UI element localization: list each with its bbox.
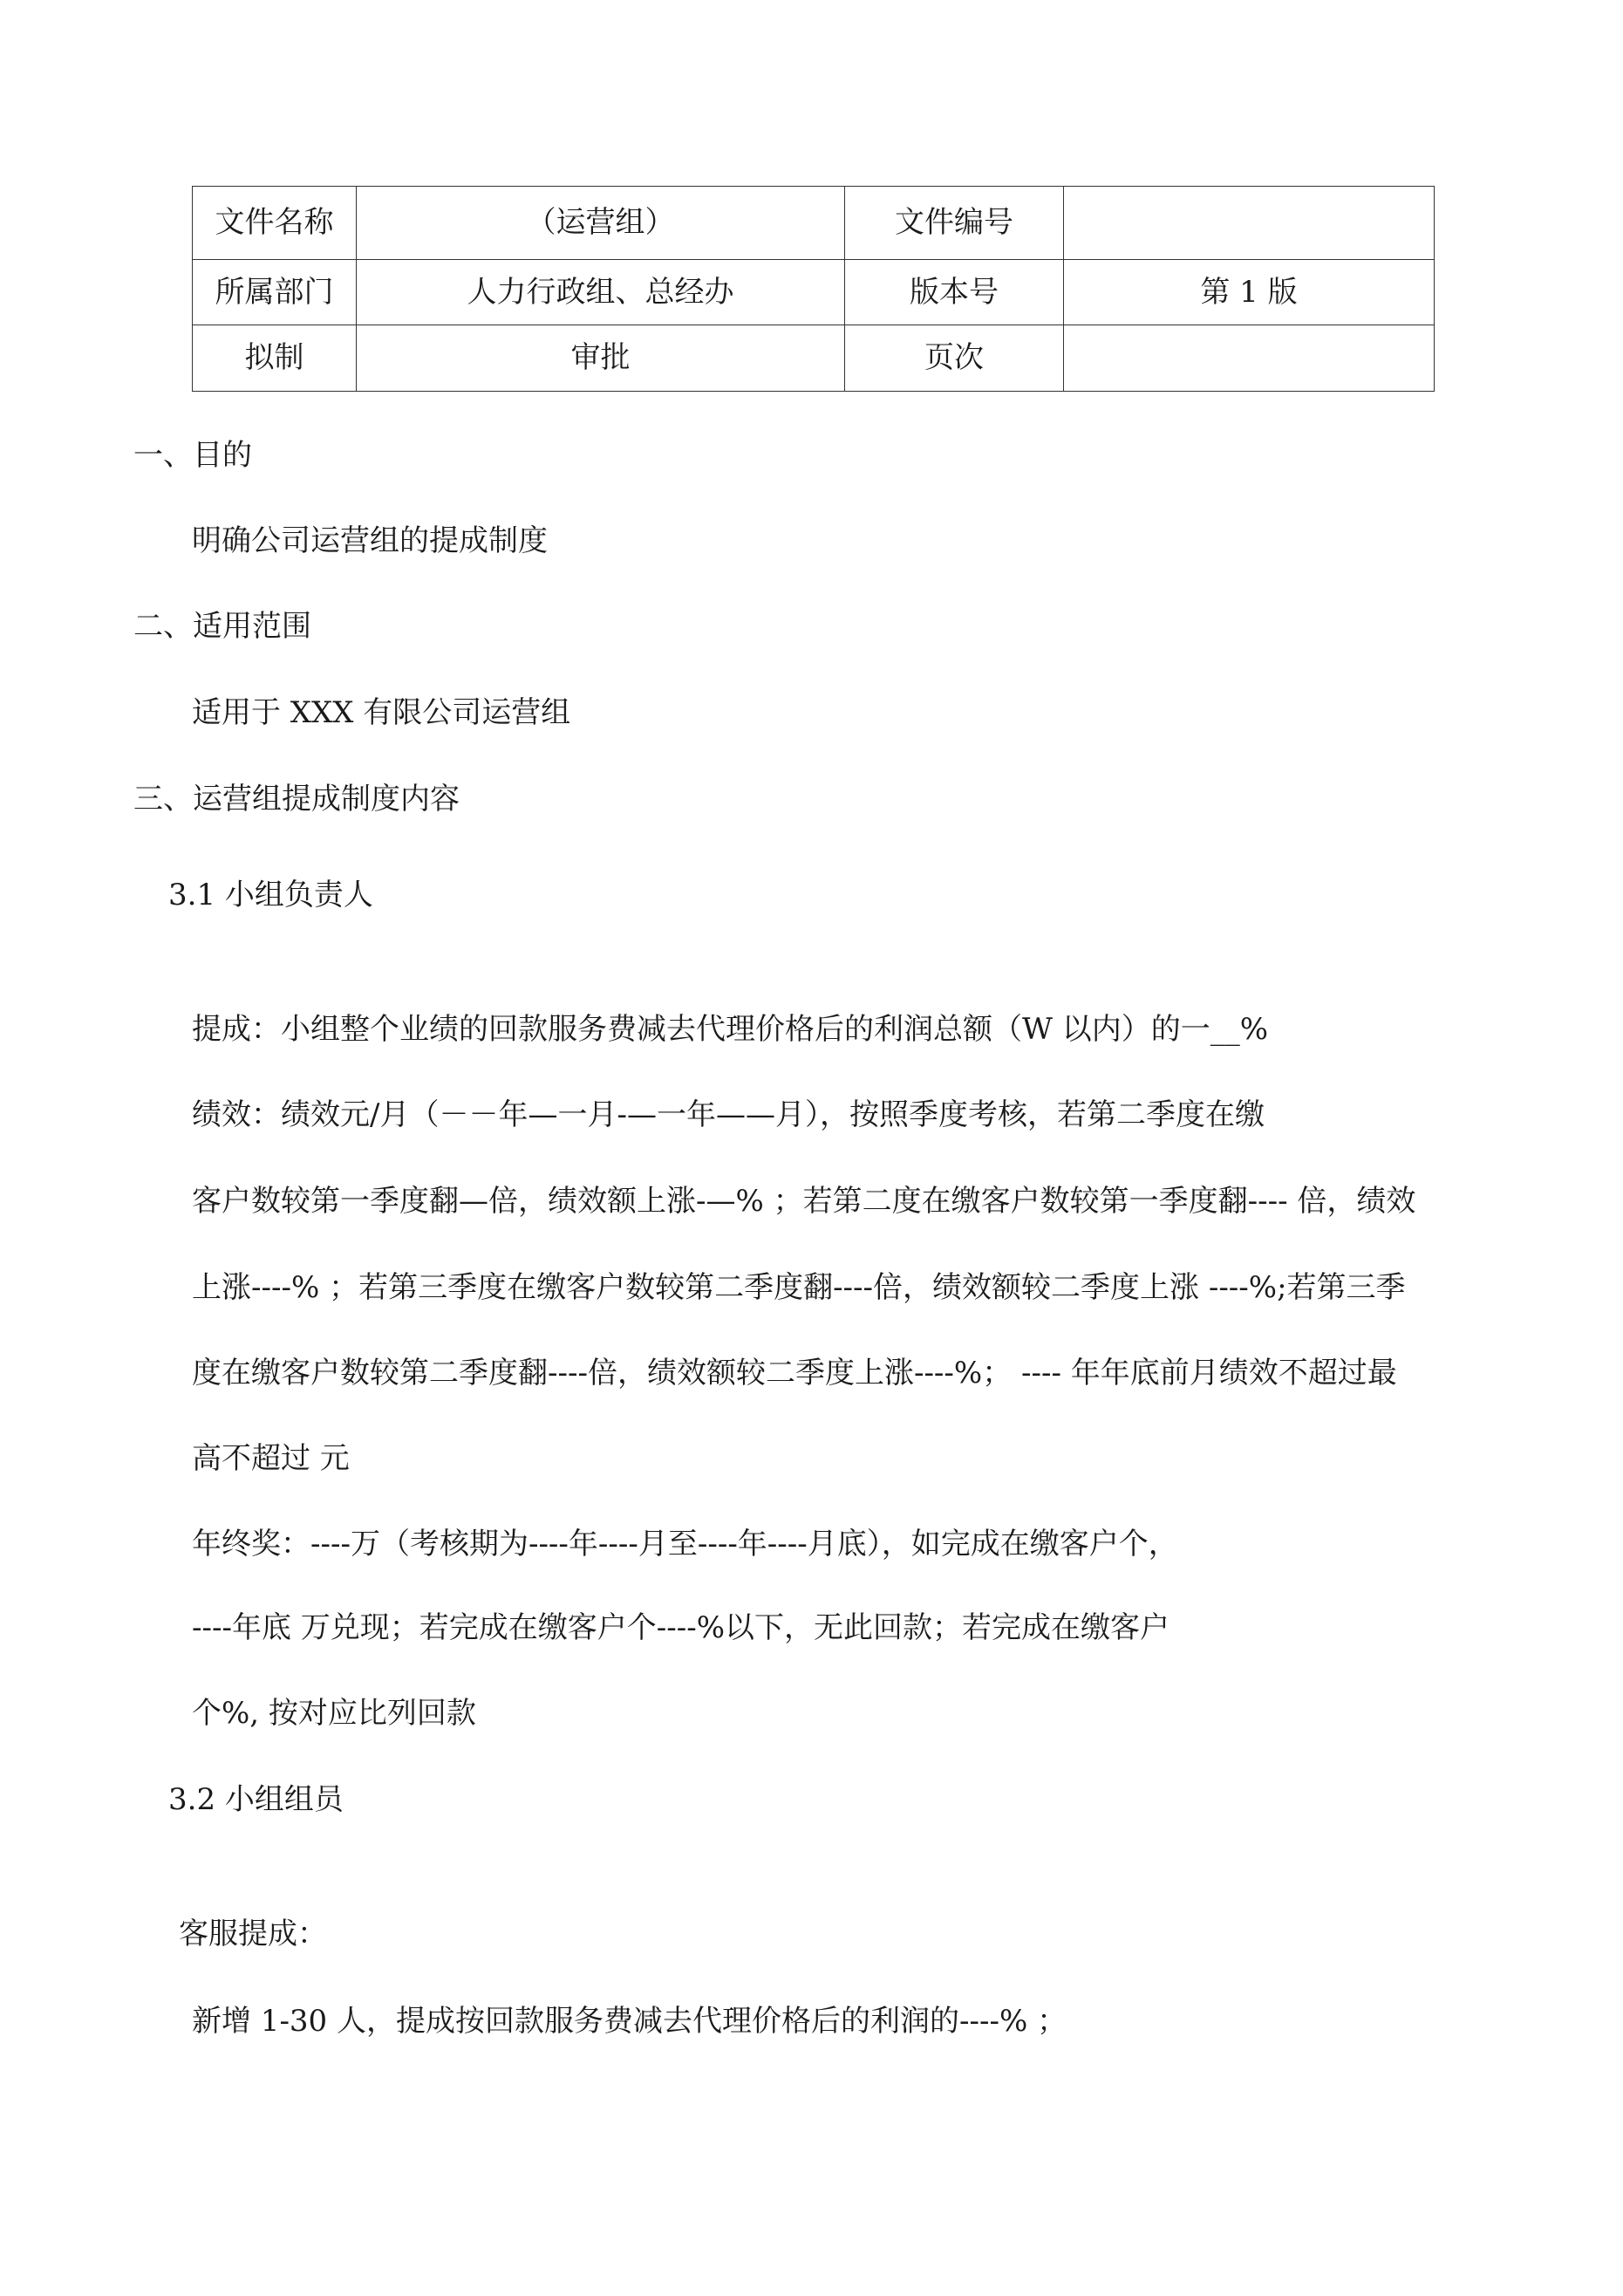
paragraph-line: 绩效：绩效元/月（－－年—一月-—一年——月），按照季度考核，若第二季度在缴 <box>192 1097 1265 1132</box>
approval-label: 审批 <box>357 325 845 392</box>
version-value: 第 1 版 <box>1064 260 1435 325</box>
paragraph-line: 客服提成： <box>179 1917 327 1951</box>
paragraph-line: 提成：小组整个业绩的回款服务费减去代理价格后的利润总额（W 以内）的一__% <box>192 1012 1269 1047</box>
paragraph-line: 高不超过 元 <box>192 1441 350 1476</box>
section-2-heading: 二、适用范围 <box>133 609 311 644</box>
page-count-value <box>1064 325 1435 392</box>
document-header-table <box>192 186 1435 392</box>
paragraph-line: 年终奖：----万（考核期为----年----月至----年----月底），如完成在缴客户个， <box>192 1527 1178 1561</box>
department-label: 所属部门 <box>193 260 357 325</box>
subsection-3-2-heading: 3.2 小组组员 <box>168 1782 344 1817</box>
table-row <box>193 260 1435 325</box>
file-number-value <box>1064 187 1435 260</box>
paragraph-line: 客户数较第一季度翻—倍，绩效额上涨-—% ；若第二度在缴客户数较第一季度翻---- 倍，绩效 <box>192 1184 1416 1219</box>
paragraph-line: ----年底 万兑现；若完成在缴客户个----%以下，无此回款；若完成在缴客户 <box>192 1610 1170 1645</box>
section-3-heading: 三、运营组提成制度内容 <box>133 782 460 817</box>
table-row <box>193 187 1435 260</box>
file-name-label: 文件名称 <box>193 187 357 260</box>
paragraph-line: 个%, 按对应比列回款 <box>192 1696 476 1731</box>
paragraph-line: 新增 1-30 人，提成按回款服务费减去代理价格后的利润的----% ； <box>192 2004 1067 2039</box>
version-label: 版本号 <box>845 260 1064 325</box>
paragraph-line: 上涨----% ；若第三季度在缴客户数较第二季度翻----倍，绩效额较二季度上涨 ----%;若第三季 <box>192 1270 1406 1305</box>
file-name-value: （运营组） <box>357 187 845 260</box>
drafted-label: 拟制 <box>193 325 357 392</box>
paragraph-line: 度在缴客户数较第二季度翻----倍，绩效额较二季度上涨----%； ---- 年年底前月绩效不超过最 <box>192 1356 1397 1391</box>
section-2-body: 适用于 XXX 有限公司运营组 <box>192 695 571 730</box>
section-1-body: 明确公司运营组的提成制度 <box>192 523 548 558</box>
section-1-heading: 一、目的 <box>133 438 252 473</box>
department-value: 人力行政组、总经办 <box>357 260 845 325</box>
subsection-3-1-heading: 3.1 小组负责人 <box>168 878 373 912</box>
table-row <box>193 325 1435 392</box>
file-number-label: 文件编号 <box>845 187 1064 260</box>
page-count-label: 页次 <box>845 325 1064 392</box>
